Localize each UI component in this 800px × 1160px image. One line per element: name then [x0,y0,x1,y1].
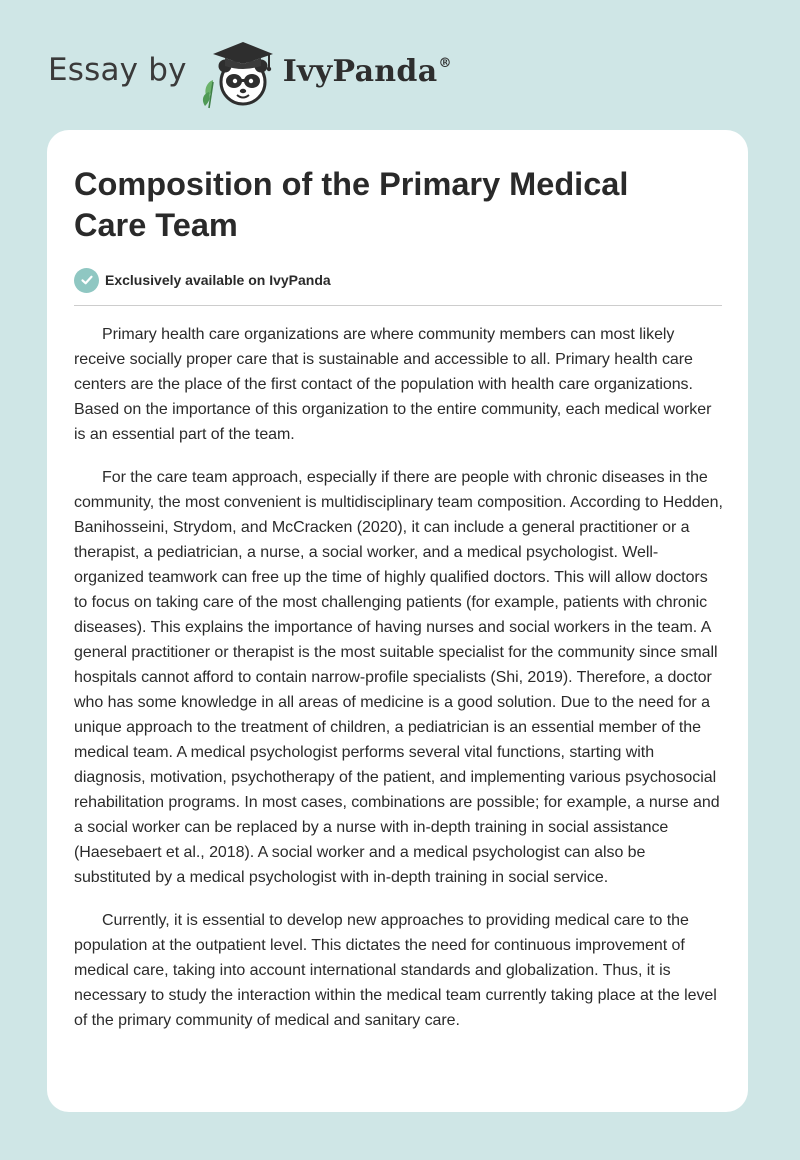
brand-name [283,54,452,89]
brand-name-text: IvyPanda [282,53,438,89]
essay-body [74,322,724,1033]
brand-header[interactable] [48,34,452,114]
registered-mark: ® [438,55,452,71]
availability-badge [74,267,722,293]
panda-graduate-icon [199,36,277,112]
check-circle-icon [74,268,99,293]
essay-paragraph-3: Currently, it is essential to develop new approaches to providing medical care to the population at the outpatient level. This dictates the need for continuous improvement of medical care, taking into account international standards and globalization. Thus, it is necessary to study the interaction within the medical team currently taking place at the level of the primary community of medical and sanitary care. [74,912,717,1029]
availability-text: Exclusively available on IvyPanda [105,272,331,288]
essay-title: Composition of the Primary Medical Care Team [74,166,629,243]
essay-card [47,130,748,1112]
essay-paragraph-2: For the care team approach, especially if there are people with chronic diseases in the community, the most convenient is multidisciplinary team composition. According to Hedden, Banihosseini, Strydom, and McCracken (2020), it can include a general practitioner or a therapist, a pediatrician, a nurse, a social worker, and a medical psychologist. Well-organized teamwork can free up the time of highly qualified doctors. This will allow doctors to focus on taking care of the most challenging patients (for example, patients with chronic diseases). This explains the importance of having nurses and social workers in the team. A general practitioner or therapist is the most suitable specialist for the community since small hospitals cannot afford to contain narrow-profile specialists (Shi, 2019). Therefore, a doctor who has some knowledge in all areas of medicine is a good solution. Due to the need for a unique approach to the treatment of children, a pediatrician is an essential member of the medical team. A medical psychologist performs several vital functions, starting with diagnosis, motivation, psychotherapy of the patient, and implementing various psychosocial rehabilitation programs. In most cases, combinations are possible; for example, a nurse and a social worker can be replaced by a nurse with in-depth training in social assistance (Haesebaert et al., 2018). A social worker and a medical psychologist can also be substituted by a medical psychologist with in-depth training in social service. [74,469,723,886]
brand-prefix: Essay by [48,52,187,88]
essay-paragraph-1: Primary health care organizations are where community members can most likely receive socially proper care that is sustainable and accessible to all. Primary health care centers are the place of the first contact of the population with health care organizations. Based on the importance of this organization to the entire community, each medical worker is an essential part of the team. [74,326,712,443]
title-divider [74,305,722,306]
